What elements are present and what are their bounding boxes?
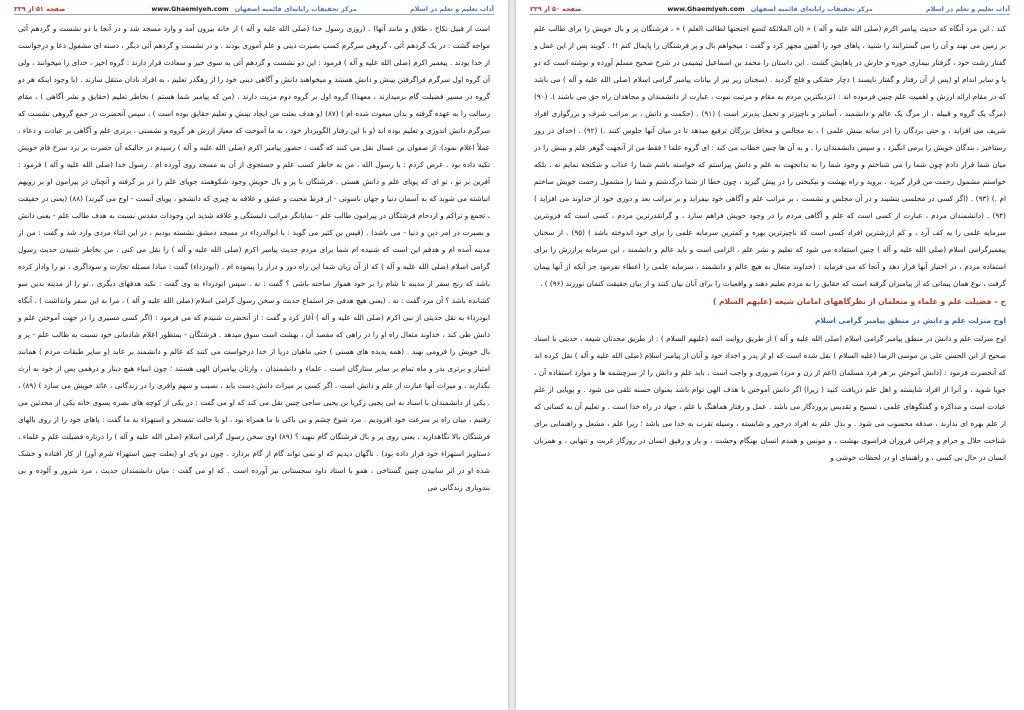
page-number: صفحه ۵۰ از ۲۲۹	[530, 5, 582, 13]
center-title: مرکز تحقیقات رایانه‌ای قائمیه اصفهان	[234, 5, 357, 13]
paragraph: است از قبیل نکاح ، طلاق و مانند آنها) . (روزی رسول خدا (صلى الله عليه و آله ) از خانه بیرون آمد و وارد مسجد شد و در آنجا با دو نشست و گردهم آئی مواجه گشت : در یک گردهم آئی ، گروهی سرگرم کسب بصیرت دینی و علم آموزی بودند . و در نشست و گردهم آئی دیگر ، دسته ای مشغول دعا و درخواست از خدا بودند . پیغمبر اکرم (صلى الله عليه و آله ) فرمود : این دو نشست و گردهم آئی به سوی خیر و سعادت قرار دارند : گروه اخیر ، خدای را میخوانند ، ولی آن گروه اول سرگرم فراگرفتن بینش و دانش هستند و میخواهند دانش و آگاهی دینی خود را از رهگذر تعلیم ، به افراد نادان منتقل سازند . (با وجود اینکه هر دو گروه در مسیر فضیلت گام برمیدارند ، معهذا) گروه اول بر گروه دوم مزیت دارند . (من که پیامبر شما هستم ) بخاطر تعلیم (حقایق و نشر آگاهی ) ، مقام رسالت را به عهده گرفته و بدان مبعوث شده ام ) (۸۷) (و هدف بعثت من ایجاد بینش و تعلیم حقایق بوده است ) ، سپس آنحضرت در جمع گروهی نشست که سرگرم دانش اندوزی و تعلیم بوده اند (و با این رفتار الگوپرداز خود ، به ما آموخت که معیار ارزش هر گروه و نشستی ، برتری علم و آگاهی بر عبادت و دعاء ، عملاً اعلام نمود). از صفوان بن عسال نقل می کنند که گفت : حضور پیامبر اکرم (صلى الله عليه و آله ) رسیدم در حالیکه آن حضرت بر برد سرخ فام خویش تکیه داده بود . عرض کردم : یا رسول الله ، من به خاطر کسب علم و جستجوی از آن به مسجد روی آورده ام . رسول خدا (صلى الله عليه و آله ) فرمود : آفرین بر تو ، تو ای که پویای علم و دانش هستی . فرشتگان با پر و بال خویش وجود شکوهمند جویای علم را در بر گرفته و آنچنان در پیرامون او بر رویهم انباشته می شوند که به آسمان دنیا و جهان ناسوتی - از فرط محبت و عشق و علاقه به چیزی که دانشجو ، پویای آنست - اوج می گیرند) (۸۸) (یعنی در حقیقت ، تجمع و تراکم و ازدحام فرشتگان در پیرامون طالب علم - نمایانگر مراتب دلبستگی و علاقه شدید این وجودات مقدس نسبت به هدف طالب علم - یعنی دانش و بصیرت در امر دین و دنیا - می باشد) . (قیس بن کثیر می گوید : با ابوالدرداء در مسجد دمشق نشسته بودیم ، در این اثناء مردی وارد شد و گفت : من از مدینه آمده ام و هدفم این است که شنیده ام شما برای مردم حدیث پیامبر اکرم (صلى الله عليه و آله ) را نقل می کنی . من بخاطر شنیدن حدیث رسول گرامی اسلام (صلى الله عليه و آله ) که از آن زبان شما این راه دور و دراز را پیموده ام . (ابودرداء) گفت : مبادا مسئله تجارت و سوداگری ، تو را وادار کرده باشد که رنج سفر از مدینه تا شام را بر خود هموار ساخته باشی ؟ گفت : نه . سپس ابودرداء به وی گفت : نکند هدفهای دیگری ، تو را از مدینه بدین سو کشانده باشد ؟ آن مرد گفت : نه . (یعنی هیچ هدفی جز استماع حدیث و سخن رسول گرامی اسلام (صلى الله عليه و آله ) ، مرا به این سفر وانداشت ) . آنگاه ابودرداء به نقل حدیثی از نبی اکرم (صلى الله عليه و آله ) آغاز کرد و گفت : از آنحضرت شنیدم که می فرمود : (اگر کسی مسیری را در جهت آموختن علم و دانش طی کند ، خداوند متعال راه او را در راهی که مقصد آن ، بهشت است سوق میدهد . فرشتگان - بمنظور اعلام شادمانی خود نسبت به طالب علم - پر و بال خویش را فرومی نهند . (همه پدیده های هستی ) حتی ماهیان دریا از خدا درخواست می کنند که عالم و دانشمند بر عابد (و سایر طبقات مردم ) همانند امتیاز و برتری بدر و ماه تمام بر سایر ستارگان است . علماء و دانشمندان ، وارثان پیامبران الهی هستند ؛ چون انبیاء هیچ دینار و درهمی پس از خود به ارث نگذارند ، و میراث آنها عبارت از علم و دانش است . اگر کسی بر میراث دانش دست یابد ، نصیب و سهم وافری را در زندگانی ، عائد خویش می سازد ) (۸۹) ، . یکی از دانشمندان با اسناد به ابی یحیی زکریا بن یحیی ساجی چنین نقل می کند که او می گفت : در یکی از کوچه های بصره بسوی خانه یکی از محدثین می رفتیم ، میان راه بر سرعت خود افزودیم . مرد شوخ چشم و بی باکی با ما همراه بود ، او با حالت تمسخر و استهزاء به ما گفت : پاهای خود را از روی بالهای فرشتگان بالا نگاهدارید ، یعنی روی پر و بال فرشتگان گام ننهید ؟ (۸۹) اوی سخن رسول گرامی اسلام (صلى الله عليه و آله ) را درباره فضیلت علم و علماء ، دستاویز استهزاء خود قرار داده بود) . ناگهان دیدیم که او نمی تواند گام از گام بردارد . چون دو پای او (بعلت چنین استهزاء شرم آور) از کار افتاده و خشک شده او در اثر ساییدن چنین گستاخی ، همو با استاد داود سجستانی نیز آورده است . که او می گفت : میان دانشمندان حدیث ، مرد شرور و آلوده و بی بندوباری زندگانی می	[18, 24, 490, 492]
header-center	[530, 3, 1010, 15]
section-heading: ج – فضیلت علم و علماء و متعلمان از نظرگاههای امامان شیعه (علیهم السلام )	[712, 297, 1006, 306]
right-page-body	[534, 20, 1006, 704]
right-page	[516, 0, 1024, 710]
subsection-heading: اوج منزلت علم و دانش در منطق پیامبر گرامی اسلام	[815, 316, 1006, 325]
book-title: آداب تعليم و تعلم در اسلام	[409, 5, 494, 13]
page-number: صفحه ۵۱ از ۲۲۹	[14, 5, 66, 13]
left-page	[0, 0, 508, 710]
left-page-body	[18, 20, 490, 704]
right-page-header	[530, 3, 1010, 15]
header-center	[14, 3, 494, 15]
left-page-header	[14, 3, 494, 15]
site-link[interactable]: www.Ghaemiyeh.com	[667, 5, 745, 13]
paragraph: اوج منزلت علم و دانش در منطق پیامبر گرامی اسلام (صلى الله عليه و آله ) از طریق روایت ائمه (علیهم السلام ) : از طریق محدثان شیعه ، حدیثی با اسناد صحیح از ابن الحسن علی بن موسی الرضا (علیه السلام ) نقل شده است که او از پدر و اجداد خود و آنان از پیامبر اسلام (صلى الله عليه و آله ) نقل کرده اند که آنحضرت فرمود : (دانش آموختن بر هر فرد مسلمان (اعم از زن و مرد) ضروری و واجب است . باید علم و دانش را از سرچشمه ها و موارد استفاده آن ، جویا شوید ، و آنرا از افراد شایسته و اهل علم دریافت کنید ( زیرا) اگر دانش آموختن با هدف الهی توام باشد بعنوان حسنه تلقی می شود . و پویایی از علم عبادت است و مذاکره و گفتگوهای علمی ، تسبیح و تقدیس پروردگار می باشد . عمل و رفتار هماهنگ با علم ، جهاد در راه خدا است . و تعلیم آن به کسانی که از علم بهره ای ندارند ، صدقه محسوب می شود . و بذل علم به افراد درخور و شایسته ، وسیله تقرب به خدا می باشد ؛ زیرا علم ، مشعل و راهنمایی برای شناخت حلال و حرام و چراغی فروزان فراسوی بهشت ، و مونس و همدم انسان بهنگام وحشت ، و یار و رفیق انسان در روزگار غربت و تنهایی ، و همزبان انسان در حال بی کسی ، و راهنمای او در لحظات خوشی و	[534, 334, 1006, 462]
center-title: مرکز تحقیقات رایانه‌ای قائمیه اصفهان	[750, 5, 873, 13]
paragraph: کند . این مرد آنگاه که حدیث پیامبر اکرم (صلى الله عليه و آله ) « (ان الملائكة لتضع اجنحتها لطالب العلم ) » ، فرشتگان پر و بال خویش را برای طالب علم بر زمین می نهند و آن را می گسترانند را شنید ، پاهای خود را آهنین مجهز کرد و گفت : میخواهم بال و پر فرشتگان را پایمال کنم !! . گویند پس از این عمل و گفتار زشت خود ، گرفتار بیماری خوره و خارش در پاهایش گشت . این داستان را محمد بن اسماعیل تیمیمی در شرح صحیح مسلم آورده و نوشته است که دو پا و سایر اندام او (پس از آن رفتار و گفتار ناپسند ) دچار خشکی و فلج گردید . (سخنان زیر نیز از بیانات پیامبر گرامی اسلام (صلى الله عليه و آله ) می باشد که در مقام ارائه ارزش و اهمیت علم چنین فرموده اند : (نزدیکترین مردم به مقام و مرتبت نبوت ، عبارت از دانشمندان و مجاهدان راه حق می باشند ). (۹۰) (مرگ یک گروه و قبیله ، از مرگ یک عالم و دانشمند ، آسانتر و ناچیزتر و تحمل پذیرتر است ) (۹۱) . (حکمت و دانش ، بر مراتب شرف و بزرگواری افراد شریف می افزاید ، و حتی بردگان را (در سایه بینش علمی ) ، به مجالس و محافل بزرگان ترفیع میدهد تا در میان آنها جلوس کنند .) (۹۲) . (خدای در روز رستاخیز ، بندگان خویش را برمی انگیزد ، و سپس دانشمندان را . و به آن ها چنین خطاب می کند : ای گروه علما ! فقط من از آنجهت گوهر علم و بینش را در میان شما قرار دادم چون شما را می شناختم و وجود شما را به بدانجهت به علم و دانش پیراستم که خواسته باشم شما را عذاب و شکنجه نمایم نه ، بلکه خواستم مشمول رحمت من قرار گیرید . بروید و راه بهشت و نیکبختی را در پیش گیرید ، چون خطا از شما درگذشتم و شما را مشمول رحمت خویش ساختم ام .) (۹۳) . (اگر کسی در مجلسی بنشیند و در آن مجلس و نشست ، بر مراتب علم و آگاهی خود بیفزاید و بر مراتب بعد و دوری خود از خداوند می افزاید ) (۹۴) . (دانشمندان مردم ، عبارت از کسی است که علم و آگاهی مردم را در وجود خویش فراهم سازد ، و گرانقدرترین مردم ، کسی است که فزونترین سرمایه علمی را به کف آرد ، و کم ارزشترین افراد کسی است که ناچیزترین بهره و کمترین سرمایه علمی را برای خود اندوخته باشد ) (۹۵) . از سخنان پیغمبرگرامی اسلام (صلى الله عليه و آله ) چنین استفاده می شود که تعلیم و نشر علم ، الزامی است و باید عالم و دانشمند ، این سرمایه پرارزش را برای استفاده مردم ، در اختیار آنها قرار دهد و آنجا که می فرماید : (خداوند متعال به هیچ عالم و دانشمند ، سرمایه علمی را اعطاء نفرمود جز آنکه از آنها پیمان گرفت ، نوع همان پیمانی که از پیامبران گرفته است که حقایق را به مردم تعلیم دهند و واقعیات را برای آنان بیان کنند و از بیان حقیقت کتمان نورزند (۹۶) ) .	[534, 24, 1006, 288]
book-title: آداب تعليم و تعلم در اسلام	[925, 5, 1010, 13]
site-link[interactable]: www.Ghaemiyeh.com	[151, 5, 229, 13]
